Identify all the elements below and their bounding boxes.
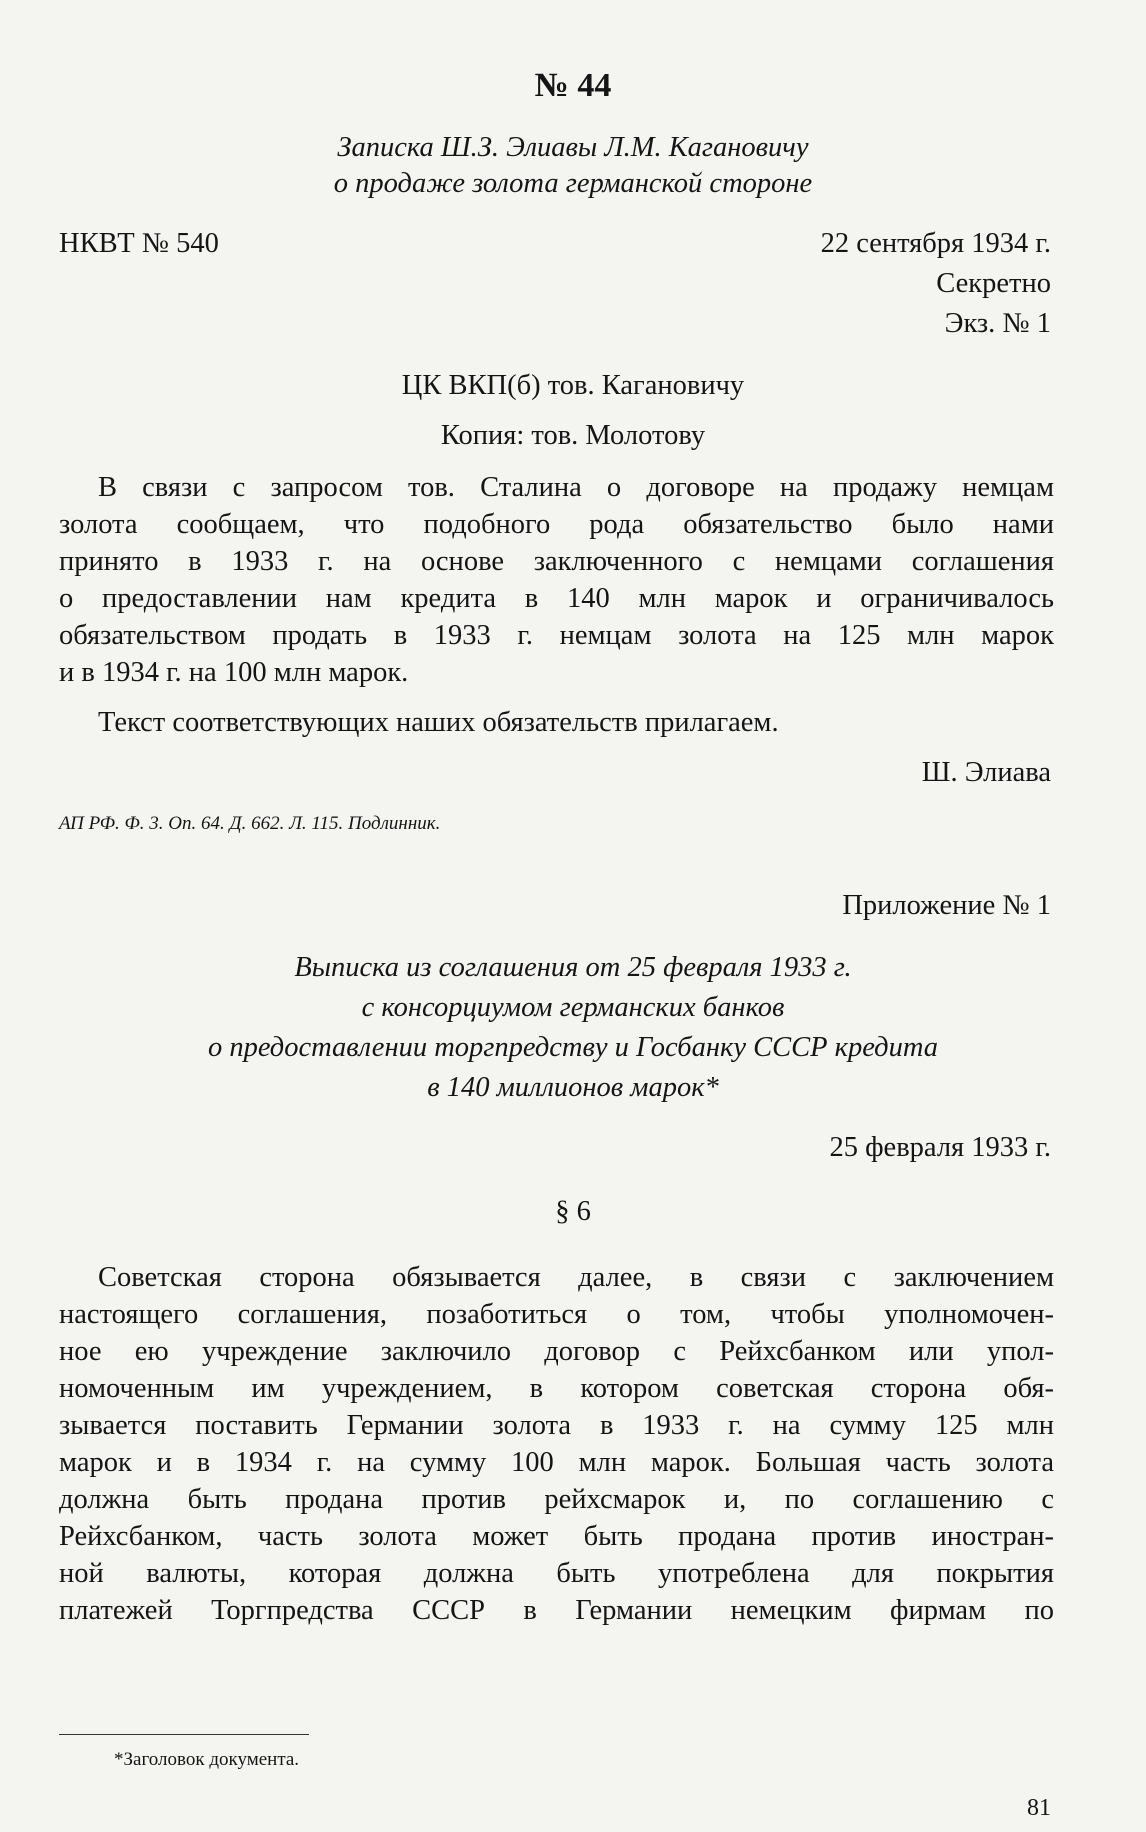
appendix-title-line: с консорциумом германских банков [361, 992, 785, 1023]
appendix-body-line: зывается поставить Германии золота в 1933 г. на сумму 125 млн [59, 1410, 1054, 1441]
body-line: принято в 1933 г. на основе заключенного с немцами соглашения [59, 546, 1054, 577]
signature: Ш. Элиава [921, 757, 1051, 788]
appendix-body-line: Советская сторона обязывается далее, в связи с заключением [98, 1262, 1054, 1293]
appendix-body-line: настоящего соглашения, позаботиться о том, чтобы уполномочен- [59, 1299, 1054, 1330]
document-date: 22 сентября 1934 г. [820, 228, 1051, 259]
footnote: *Заголовок документа. [114, 1749, 300, 1770]
section-mark: § 6 [555, 1196, 591, 1227]
appendix-title-line: Выписка из соглашения от 25 февраля 1933 г. [294, 952, 852, 983]
appendix-body-line: должна быть продана против рейхсмарок и, по соглашению с [59, 1484, 1054, 1515]
copy-number: Экз. № 1 [944, 308, 1051, 339]
appendix-body-line: номоченным им учреждением, в котором советская сторона обя- [59, 1373, 1054, 1404]
page-number: 81 [1027, 1795, 1051, 1821]
appendix-title-line: в 140 миллионов марок* [427, 1072, 719, 1103]
secrecy-stamp: Секретно [936, 268, 1051, 299]
carbon-copy: Копия: тов. Молотову [440, 420, 706, 451]
appendix-body-line: платежей Торгпредства СССР в Германии немецким фирмам по [59, 1595, 1054, 1626]
appendix-body-line: марок и в 1934 г. на сумму 100 млн марок. Большая часть золота [59, 1447, 1054, 1478]
appendix-label: Приложение № 1 [842, 890, 1051, 921]
body-line: о предоставлении нам кредита в 140 млн марок и ограничивалось [59, 583, 1054, 614]
document-reference: НКВТ № 540 [59, 228, 219, 259]
appendix-body-line: ное ею учреждение заключило договор с Рейхсбанком или упол- [59, 1336, 1054, 1367]
archive-source: АП РФ. Ф. 3. Оп. 64. Д. 662. Л. 115. Подлинник. [59, 813, 441, 834]
body-line: золота сообщаем, что подобного рода обязательство было нами [59, 509, 1054, 540]
document-number: № 44 [534, 67, 612, 104]
addressee: ЦК ВКП(б) тов. Кагановичу [401, 370, 745, 401]
footnote-rule [59, 1734, 309, 1735]
appendix-date: 25 февраля 1933 г. [829, 1132, 1051, 1163]
appendix-body-line: Рейхсбанком, часть золота может быть продана против иностран- [59, 1521, 1054, 1552]
appendix-title-line: о предоставлении торгпредству и Госбанку СССР кредита [207, 1032, 939, 1063]
document-heading-line-2: о продаже золота германской стороне [333, 168, 813, 199]
body-line: обязательством продать в 1933 г. немцам золота на 125 млн марок [59, 620, 1054, 651]
body-line: В связи с запросом тов. Сталина о договоре на продажу немцам [98, 472, 1054, 503]
document-heading-line-1: Записка Ш.З. Элиавы Л.М. Кагановичу [337, 132, 809, 163]
appendix-body-line: ной валюты, которая должна быть употреблена для покрытия [59, 1558, 1054, 1589]
attachment-note: Текст соответствующих наших обязательств прилагаем. [98, 707, 779, 738]
body-line: и в 1934 г. на 100 млн марок. [59, 657, 409, 688]
